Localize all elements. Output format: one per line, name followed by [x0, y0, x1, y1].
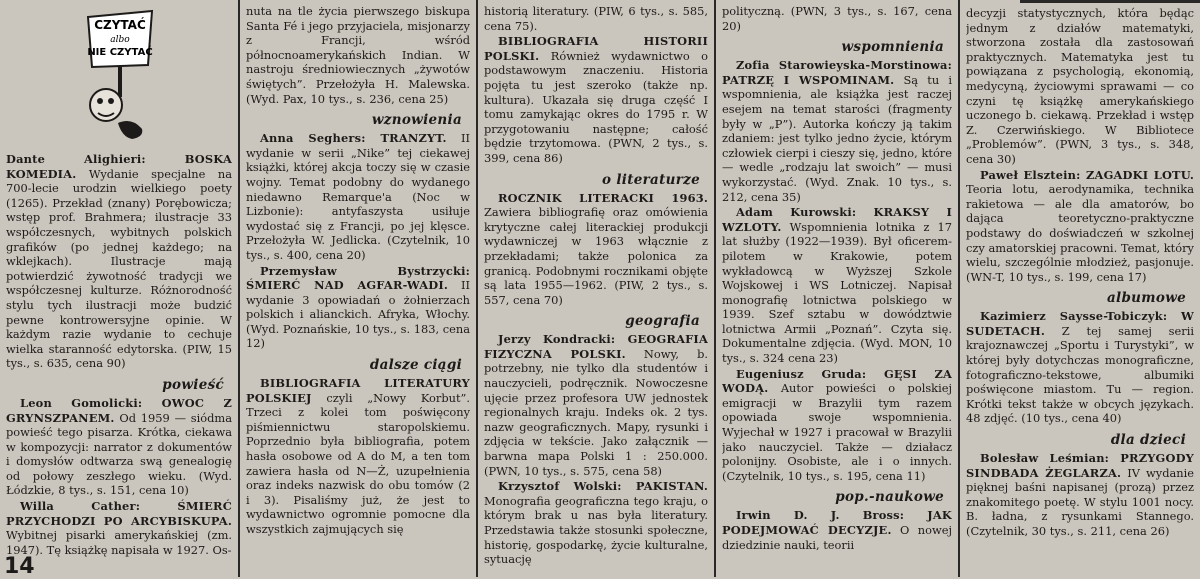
review-text: Nowy, b. potrzebny, nie tylko dla studentów i nauczycieli, podręcznik. Nowoczesne ujęcie przez profesora UW jednostek regionalnych kraju. Indeks ok. 2 tys. nazw geograficznych. Mapy, rysunki i zdjęcia w tekście. Jako załącznik — barwna mapa Polski 1 : 250.000. (PWN, 10 tys., s. 575, cena 58) — [484, 346, 708, 478]
column-1 — [6, 152, 232, 572]
section-head-dalsze-ciagi: dalsze ciągi — [369, 357, 462, 374]
review-title: ROCZNIK LITERACKI 1963. — [498, 190, 708, 205]
review-text: Monografia geograficzna tego kraju, o którym brak u nas była literatury. Przedstawia także stosunki społeczne, historię, gospodarkę, życie kulturalne, sytuację — [484, 493, 708, 567]
logo-line-3: NIE CZYTAĆ — [87, 47, 153, 58]
continued-text: historią literatury. (PIW, 6 tys., s. 585, cena 75). — [484, 4, 708, 33]
review-bross — [722, 508, 952, 552]
section-head-albumowe: albumowe — [1106, 290, 1186, 307]
continued-text: decyzji statystycznych, która będąc jednym z działów matematyki, stworzona została dla zastosowań praktycznych. Matematyka jest tu powiązana z psychologią, ekonomią, medycyną, życiowymi sprawami — co czyni tę książkę amerykańskiego uczonego b. ciekawą. Przekład i wstęp Z. Czerwińskiego. W Bibliotece „Problemów”. (PWN, 3 tys., s. 348, cena 30) — [966, 6, 1194, 166]
review-wolski — [484, 479, 708, 567]
review-kurowski — [722, 205, 952, 366]
section-head-o-literaturze: o literaturze — [602, 171, 700, 188]
column-rule — [476, 0, 478, 577]
review-title: Dante Alighieri: BOSKA KOMEDIA. — [6, 152, 232, 181]
logo-line-2: albo — [110, 35, 130, 45]
continued-text: polityczną. (PWN, 3 tys., s. 167, cena 20) — [722, 4, 952, 33]
review-gomolicki — [6, 396, 232, 498]
review-title: BIBLIOGRAFIA LITERATURY POLSKIEJ — [246, 376, 470, 405]
section-head-powiesc: powieść — [162, 376, 224, 393]
review-text: czyli „Nowy Korbut”. Trzeci z kolei tom poświęcony piśmiennictwu staropolskiemu. Poprzednio była bibliografia, potem hasła osobowe od A do M, a ten tom zawiera hasła od N—Ż, uzupełnienia oraz indeks nazwisk do obu tomów (2 i 3). Pisaliśmy już, że jest to wydawnictwo ogromnie pomocne dla wszystkich zajmujących się — [246, 390, 470, 536]
czytac-logo — [82, 5, 158, 145]
review-text: Autor powieści o polskiej emigracji w Brazylii tym razem opowiada swoje wspomnienia. Wyjechał w 1927 i pracował w Brazylii jako nauczyciel. Także — działacz polonijny. Osobiste, ale i o innych. (Czytelnik, 10 tys., s. 195, cena 11) — [722, 381, 952, 483]
logo-line-1: CZYTAĆ — [94, 18, 146, 32]
review-kondracki — [484, 332, 708, 478]
review-text: Wybitnej pisarki amerykańskiej (zm. 1947). Tę książkę napisała w 1927. Os- — [6, 528, 232, 557]
section-head-dla-dzieci: dla dzieci — [1110, 432, 1186, 449]
page-number: 14 — [4, 554, 35, 579]
review-morstin — [722, 58, 952, 204]
column-rule — [958, 0, 960, 577]
review-title: Eugeniusz Gruda: GĘSI ZA WODĄ. — [722, 366, 952, 396]
section-head-pop-naukowe: pop.-naukowe — [835, 489, 944, 506]
review-text: Wspomnienia lotnika z 17 lat służby (1922—1939). Był oficerem-pilotem w Krakowie, potem wykładowcą w Wyższej Szkole Wojskowej i WS Lotniczej. Napisał monografię lotnictwa polskiego w 1939. Szef sztabu w dowództwie lotnictwa Armii „Poznań”. Czyta się. Dokumentalne zdjęcia. (Wyd. MON, 10 tys., s. 324 cena 23) — [722, 219, 952, 366]
review-text: Od 1959 — siódma powieść tego pisarza. Krótka, ciekawa w kompozycji: narrator z dokumentów i domysłów odtwarza swą genealogię od połowy zeszłego wieku. (Wyd. Łódzkie, 8 tys., s. 151, cena 10) — [6, 410, 232, 498]
review-text: II wydanie 3 opowiadań o żołnierzach polskich i alianckich. Afryka, Włochy. (Wyd. Poznańskie, 10 tys., s. 183, cena 12) — [246, 278, 470, 351]
review-text: Zawiera bibliografię oraz omówienia krytyczne całej literackiej produkcji wydawniczej w 1963 włącznie z przekładami; także polonica za granicą. Podobnymi rocznikami objęte są lata 1955—1962. (PIW, 2 tys., s. 557, cena 70) — [484, 205, 708, 307]
review-bibliografia — [484, 34, 708, 165]
column-2 — [246, 4, 470, 572]
section-head-wznowienia: wznowienia — [371, 112, 462, 129]
review-title: Jerzy Kondracki: GEOGRAFIA FIZYCZNA POLSKI. — [484, 332, 708, 361]
column-5 — [966, 6, 1194, 572]
review-title: Krzysztof Wolski: PAKISTAN. — [498, 479, 708, 494]
review-text: Również wydawnictwo o podstawowym znaczeniu. Historia pojęta tu jest szeroko (także np. kultura). Ukazała się druga część I tomu zamykając okres do 1795 r. W przygotowaniu następne; całość będzie trzytomowa. (PWN, 2 tys., s. 399, cena 86) — [484, 48, 708, 165]
review-title: Anna Seghers: TRANZYT. — [260, 131, 447, 146]
review-text: O nowej dziedzinie nauki, teorii — [722, 523, 952, 552]
review-text: II wydanie w serii „Nike” tej ciekawej książki, której akcja toczy się w czasie wojny. Temat podobny do wydanego niedawno Remarque'a (Noc w Lizbonie): antyfaszysta usiłuje wydostać się z Francji, po jej klęsce. Przełożyła W. Jedlicka. (Czytelnik, 10 tys., s. 400, cena 20) — [246, 131, 470, 262]
review-title: Przemysław Bystrzycki: ŚMIERĆ NAD AGFAR-WADI. — [246, 263, 470, 293]
review-title: Zofia Starowieyska-Morstinowa: PATRZĘ I WSPOMINAM. — [722, 58, 952, 87]
review-korbut — [246, 376, 470, 537]
section-head-wspomnienia: wspomnienia — [841, 39, 944, 56]
column-rule — [714, 0, 716, 577]
review-text: IV wydanie pięknej baśni napisanej (prozą) przez znakomitego poetę. W stylu 1001 nocy. B. ładna, z rysunkami Stannego. (Czytelnik, 30 tys., s. 211, cena 26) — [966, 465, 1194, 538]
review-elsztein — [966, 168, 1194, 285]
column-3 — [484, 4, 708, 572]
review-rocznik — [484, 191, 708, 308]
review-title: Paweł Elsztein: ZAGADKI LOTU. — [980, 167, 1194, 182]
top-rule — [1020, 0, 1200, 3]
review-seghers — [246, 131, 470, 262]
review-title: Kazimierz Saysse-Tobiczyk: W SUDETACH. — [966, 309, 1194, 338]
review-title: BIBLIOGRAFIA HISTORII POLSKI. — [484, 34, 708, 63]
review-dante — [6, 152, 232, 371]
section-head-geografia: geografia — [625, 313, 700, 330]
review-lesmian — [966, 451, 1194, 539]
review-title: Bolesław Leśmian: PRZYGODY SINDBADA ŻEGLARZA. — [966, 451, 1194, 480]
review-title: Adam Kurowski: KRAKSY I WZLOTY. — [722, 205, 952, 234]
review-title: Leon Gomolicki: OWOC Z GRYNSZPANEM. — [6, 395, 232, 425]
review-title: Irwin D. J. Bross: JAK PODEJMOWAĆ DECYZJE. — [722, 508, 952, 537]
column-rule — [238, 0, 240, 577]
review-saysse — [966, 309, 1194, 426]
review-text: Wydanie specjalne na 700-lecie urodzin wielkiego poety (1265). Przekład (znany) Porębowicza; wstęp prof. Brahmera; ilustracje 33 współczesnych, wybitnych polskich grafików (po jednej każdego; na wklejkach). Ilustracje mają potwierdzić żywotność tradycji we współczesnej kulturze. Różnorodność stylu tych ilustracji może budzić pewne kontrowersyjne opinie. W każdym razie wydanie to cechuje wielka staranność edytorska. (PIW, 15 tys., s. 635, cena 90) — [6, 166, 232, 371]
review-text: Teoria lotu, aerodynamika, technika rakietowa — ale dla amatorów, bo dająca teoretyczno-praktyczne podstawy do doświadczeń w szkolnej czy amatorskiej pracowni. Temat, który wielu, szczególnie młodzież, pasjonuje. (WN-T, 10 tys., s. 199, cena 17) — [966, 182, 1194, 284]
review-gruda — [722, 367, 952, 484]
review-cather — [6, 499, 232, 557]
review-bystrzycki — [246, 264, 470, 352]
review-title: Willa Cather: ŚMIERĆ PRZYCHODZI PO ARCYBISKUPA. — [6, 499, 232, 528]
continued-text: nuta na tle życia pierwszego biskupa Santa Fé i jego przyjaciela, misjonarzy z Francji, wśród północnoamerykańskich Indian. W nastroju średniowiecznych „żywotów świętych”. Przełożyła H. Malewska. (Wyd. Pax, 10 tys., s. 236, cena 25) — [246, 4, 470, 106]
column-4 — [722, 4, 952, 572]
review-text: Są tu i wspomnienia, ale książka jest raczej esejem na temat starości (fragmenty były w „P”). Autorka kończy ją takim zdaniem: jest tylko jedno życie, którym człowiek cierpi i cieszy się, jedno, które — wedle „rodzaju lat swoich” — musi wykorzystać. (Wyd. Znak. 10 tys., s. 212, cena 35) — [722, 72, 952, 204]
review-text: Z tej samej serii krajoznawczej „Sportu i Turystyki”, w której były dotychczas monograficzne, fotograficzno-tekstowe, albumiki poświęcone miastom. Tu — region. Krótki tekst także w obcych językach. 48 zdjęć. (10 tys., cena 40) — [966, 323, 1194, 426]
